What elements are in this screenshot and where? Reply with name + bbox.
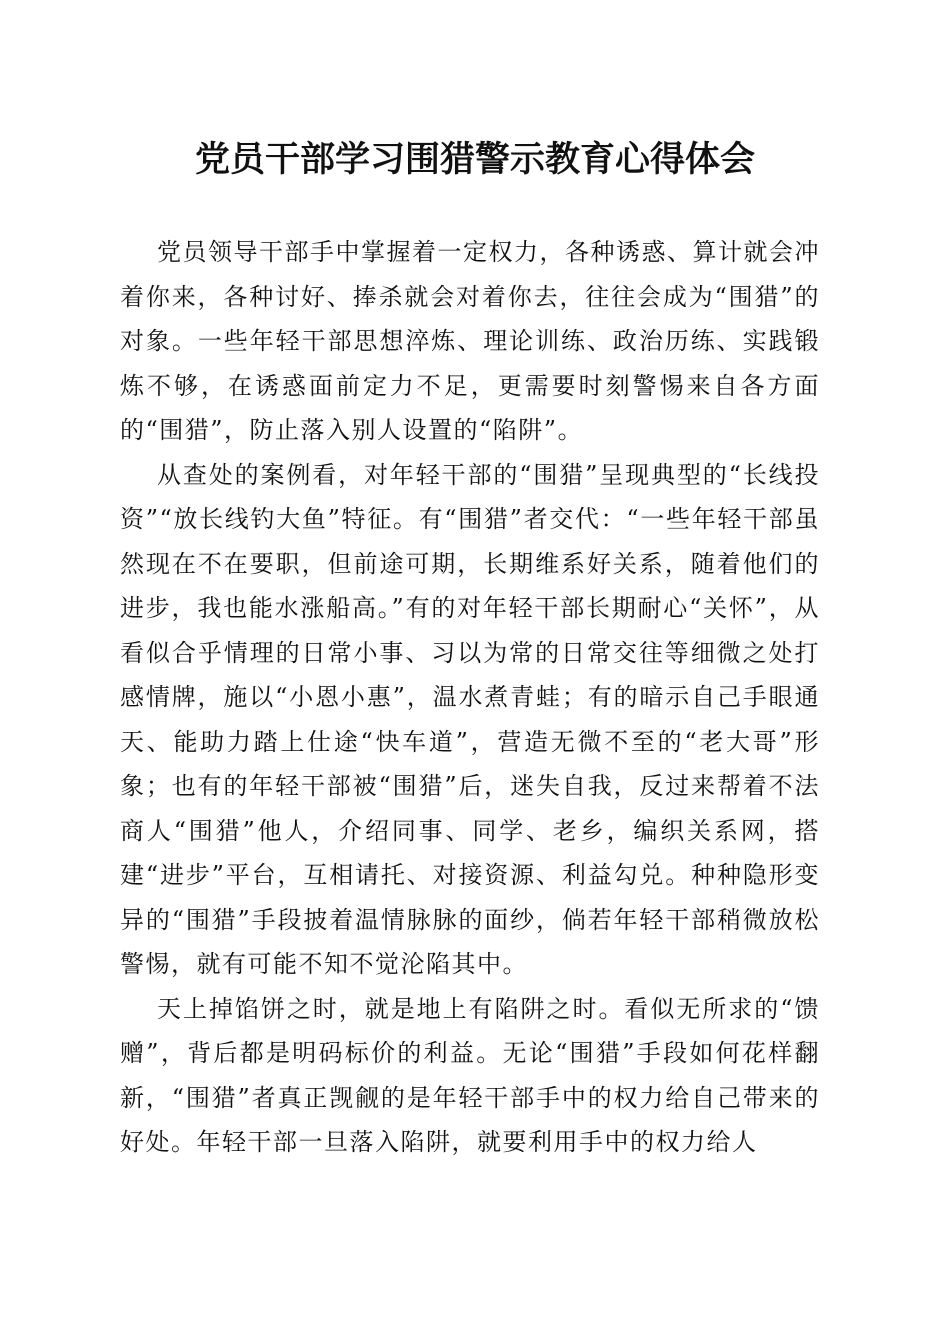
paragraph: 从查处的案例看，对年轻干部的“围猎”呈现典型的“长线投资”“放长线钓大鱼”特征。有“围猎”者交代：“一些年轻干部虽然现在不在要职，但前途可期，长期维系好关系，随着他们的进步，我也能水涨船高。”有的对年轻干部长期耐心“关怀”，从看似合乎情理的日常小事、习以为常的日常交往等细微之处打感情牌，施以“小恩小惠”，温水煮青蛙；有的暗示自己手眼通天、能助力踏上仕途“快车道”，营造无微不至的“老大哥”形象；也有的年轻干部被“围猎”后，迷失自我，反过来帮着不法商人“围猎”他人，介绍同事、同学、老乡，编织关系网，搭建“进步”平台，互相请托、对接资源、利益勾兑。种种隐形变异的“围猎”手段披着温情脉脉的面纱，倘若年轻干部稍微放松警惕，就有可能不知不觉沦陷其中。 [120,460,820,978]
document-body [120,230,820,1165]
document-title: 党员干部学习围猎警示教育心得体会 [194,139,755,180]
paragraph: 天上掉馅饼之时，就是地上有陷阱之时。看似无所求的“馈赠”，背后都是明码标价的利益。无论“围猎”手段如何花样翻新，“围猎”者真正觊觎的是年轻干部手中的权力给自己带来的好处。年轻干部一旦落入陷阱，就要利用手中的权力给人 [120,994,820,1156]
paragraph: 党员领导干部手中掌握着一定权力，各种诱惑、算计就会冲着你来，各种讨好、捧杀就会对着你去，往往会成为“围猎”的对象。一些年轻干部思想淬炼、理论训练、政治历练、实践锻炼不够，在诱惑面前定力不足，更需要时刻警惕来自各方面的“围猎”，防止落入别人设置的“陷阱”。 [120,238,820,444]
